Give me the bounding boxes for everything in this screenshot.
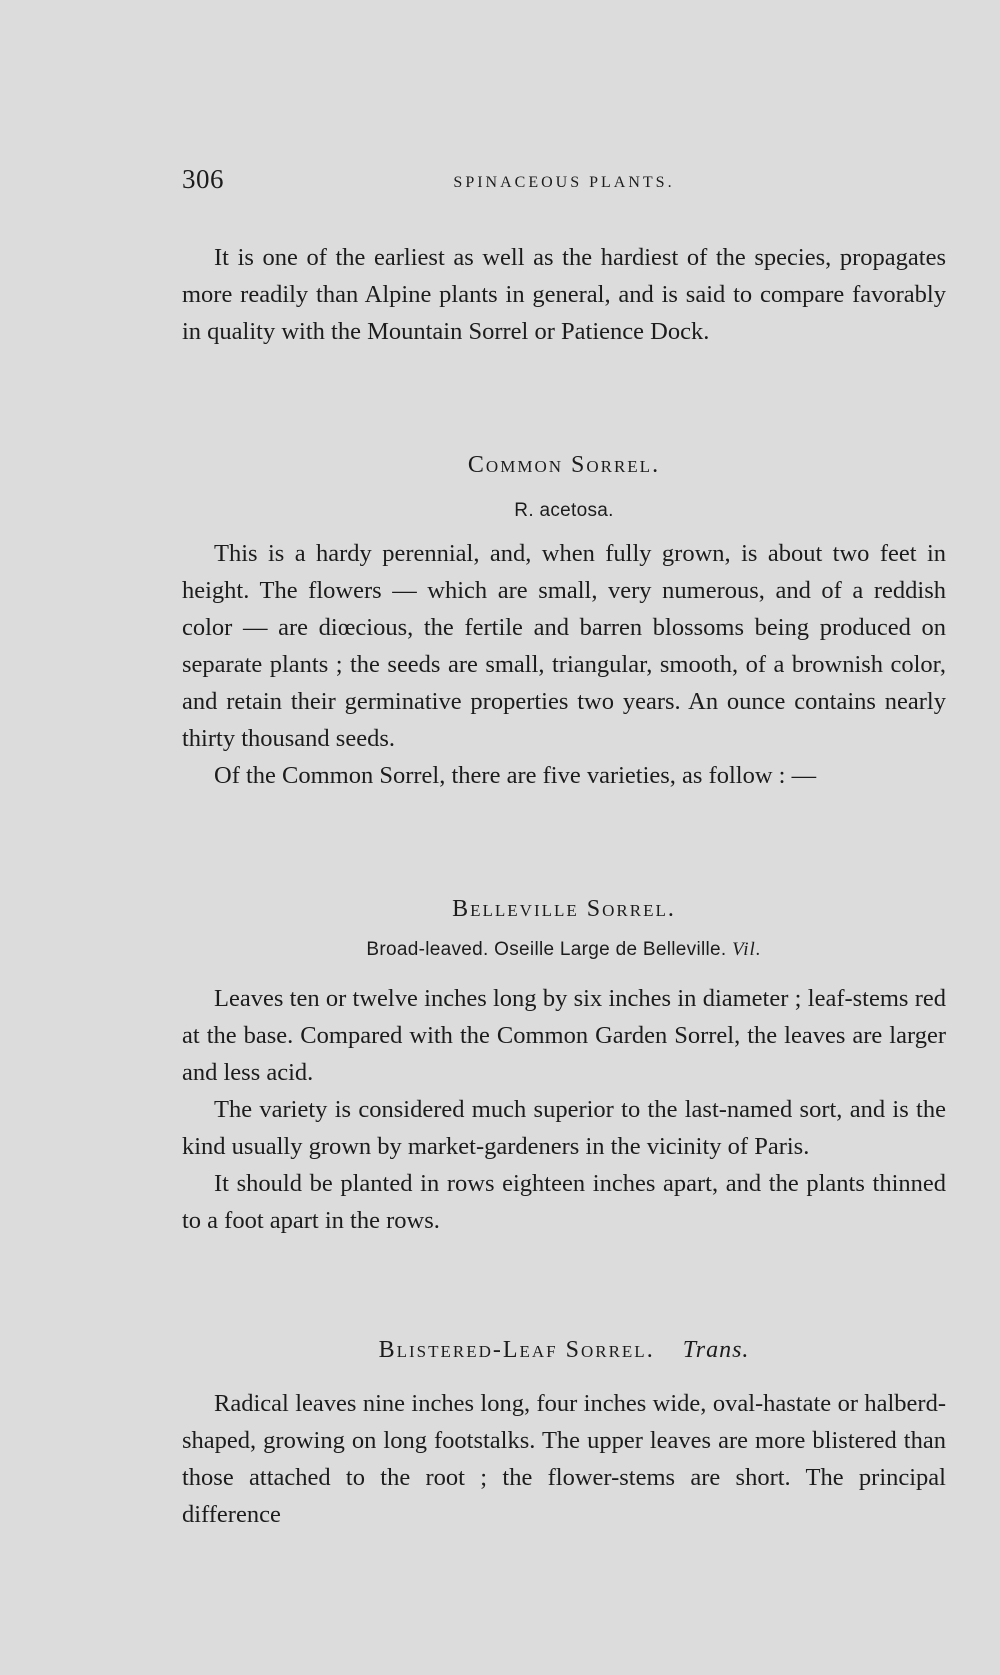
common-sorrel-paragraph-2: Of the Common Sorrel, there are five varieties, as follow : — <box>214 762 817 789</box>
common-sorrel-heading: Common Sorrel. <box>467 452 661 478</box>
belleville-sorrel-synonyms <box>182 939 946 961</box>
page-number: 306 <box>182 164 224 194</box>
blistered-leaf-sorrel-section <box>182 1385 946 1533</box>
belleville-sorrel-synonym-text: Broad-leaved. Oseille Large de Belleville. <box>366 939 727 960</box>
common-sorrel-paragraph-1: This is a hardy perennial, and, when fully grown, is about two feet in height. The flowers — which are small, very numerous, and of a reddish color — are diœcious, the fertile and barren blossoms being produced on separate plants ; the seeds are small, triangular, smooth, of a brownish color, and retain their germinative properties two years. An ounce contains nearly thirty thousand seeds. <box>182 540 946 752</box>
blistered-leaf-sorrel-heading-line <box>182 1337 946 1364</box>
blistered-leaf-sorrel-paragraph-1: Radical leaves nine inches long, four inches wide, oval-hastate or halberd-shaped, growing on long footstalks. The upper leaves are more blistered than those attached to the root ; the flower-stems are short. The principal difference <box>182 1390 946 1528</box>
running-title: SPINACEOUS PLANTS. <box>453 174 675 191</box>
intro-section <box>182 239 946 350</box>
running-head <box>182 164 946 204</box>
belleville-sorrel-paragraph-3: It should be planted in rows eighteen inches apart, and the plants thinned to a foot apart in the rows. <box>182 1170 946 1234</box>
intro-paragraph: It is one of the earliest as well as the hardiest of the species, propagates more readily than Alpine plants in general, and is said to compare favorably in quality with the Mountain Sorrel or Patience Dock. <box>182 244 946 345</box>
belleville-sorrel-paragraph-2: The variety is considered much superior to the last-named sort, and is the kind usually grown by market-gardeners in the vicinity of Paris. <box>182 1096 946 1160</box>
common-sorrel-botanical-name: R. acetosa. <box>514 500 614 521</box>
belleville-sorrel-synonym-source: Vil. <box>732 939 762 960</box>
belleville-sorrel-section <box>182 980 946 1239</box>
belleville-sorrel-paragraph-1: Leaves ten or twelve inches long by six inches in diameter ; leaf-stems red at the base. Compared with the Common Garden Sorrel, the leaves are larger and less acid. <box>182 985 946 1086</box>
blistered-leaf-sorrel-source: Trans. <box>682 1337 750 1363</box>
common-sorrel-section <box>182 535 946 794</box>
belleville-sorrel-heading: Belleville Sorrel. <box>452 896 676 922</box>
blistered-leaf-sorrel-heading: Blistered-Leaf Sorrel. <box>378 1337 655 1363</box>
